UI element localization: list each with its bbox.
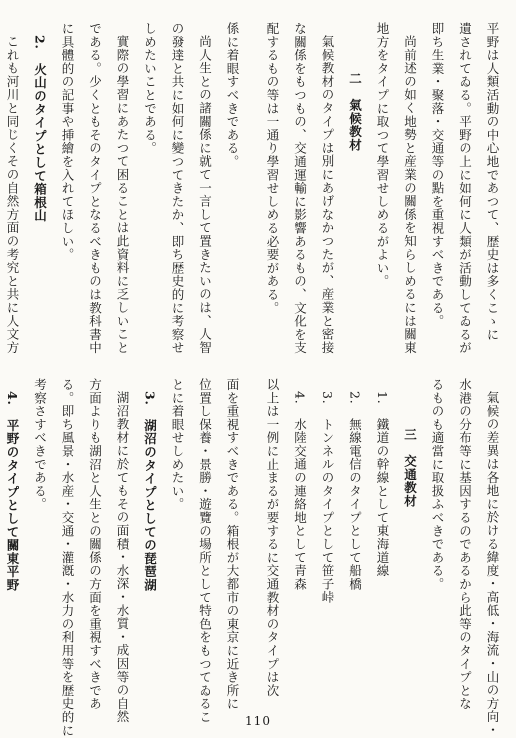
text-line: 方面よりも湖沼と人生との關係の方面を重視すべきであ xyxy=(87,378,103,711)
text-line: とに着眼せしめたい。 xyxy=(170,378,185,511)
text-line: 遺されてゐる。平野の上に如何に人類が活動してゐるが xyxy=(457,22,473,355)
text-line: 氣候教材のタイプは別にあげなかつたが、産業と密接 xyxy=(320,34,335,354)
text-line: しめたいことである。 xyxy=(142,22,158,155)
section-heading-transport: 三 交通教材 xyxy=(402,428,418,508)
text-line: 實際の學習にあたつて困ることは此資料に乏しいこと xyxy=(115,34,130,354)
right-text-column-bottom xyxy=(259,378,507,737)
subheading-lake: 3. 湖沼のタイプとしての琵琶湖 xyxy=(142,390,158,592)
left-text-column-top xyxy=(0,22,246,360)
text-line: な關係をもつもの、交通運輸に影響あるもの、文化を支 xyxy=(292,22,308,355)
section-heading-climate: 二 氣候教材 xyxy=(347,72,363,152)
text-line: 尚前述の如く地勢と産業の關係を知らしめるには關東 xyxy=(402,34,418,354)
subheading-plain: 4. 平野のタイプとして關東平野 xyxy=(5,390,20,592)
text-line: 考察さすべきである。 xyxy=(32,378,48,511)
text-line: 地方をタイプに取つて學習せしめるがよい。 xyxy=(375,22,390,288)
text-line: これも河川と同じくその自然方面の考究と共に人文方 xyxy=(5,34,20,354)
text-line: る。即ち風景・水産・交通・灌漑・水力の利用等を歴史的に xyxy=(60,378,75,738)
list-item: 2. 無線電信のタイプとして船橋 xyxy=(347,390,363,591)
text-line: 平野は人類活動の中心地であつて、歴史は多くこゝに xyxy=(485,22,500,342)
text-line: 湖沼教材に於てもその面積・水深・水質・成因等の自然 xyxy=(115,390,130,723)
subheading-volcano: 2. 火山のタイプとして箱根山 xyxy=(32,34,48,223)
text-line: に具體的の記事や挿繪を入れてほしい。 xyxy=(60,22,75,262)
text-line: 氣候の差異は各地に於ける緯度・高低・海流・山の方向・ xyxy=(485,390,500,737)
list-item: 3. トンネルのタイプとして笹子峠 xyxy=(320,390,335,604)
page-number: 110 xyxy=(245,714,271,728)
text-line: 以上は一例に止まるが要するに交通教材のタイプは次 xyxy=(265,378,280,698)
text-line: 即ち生業・聚落・交通等の點を重視すべきである。 xyxy=(430,22,445,328)
list-item: 1. 鐵道の幹線として東海道線 xyxy=(375,390,390,577)
right-text-column-top xyxy=(259,22,507,360)
text-line: 位置し保養・景勝・遊覽の場所として特色をもつてゐるこ xyxy=(197,378,213,724)
text-line: 水港の分布等に基因するのであるから此等のタイプとな xyxy=(457,378,473,711)
text-line: 係に着眼すべきである。 xyxy=(225,22,240,169)
text-line: 面を重視すべきである。箱根が大都市の東京に近き所に xyxy=(225,378,240,711)
text-line: である。少くともそのタイプとなるべきものは教科書中 xyxy=(87,22,103,355)
text-line: 配するもの等は一通り學習せしめる必要がある。 xyxy=(265,22,280,315)
text-line: の發達と共に如何に變つてきたか、即ち歴史的に考察せ xyxy=(170,22,185,355)
list-item: 4. 水陸交通の連絡地として青森 xyxy=(292,390,308,591)
left-text-column-bottom xyxy=(0,378,246,738)
text-line: るものも適當に取扱ふべきである。 xyxy=(430,378,445,591)
text-line: 尚人生との諸關係に就て一言して置きたいのは、人智 xyxy=(197,34,213,354)
